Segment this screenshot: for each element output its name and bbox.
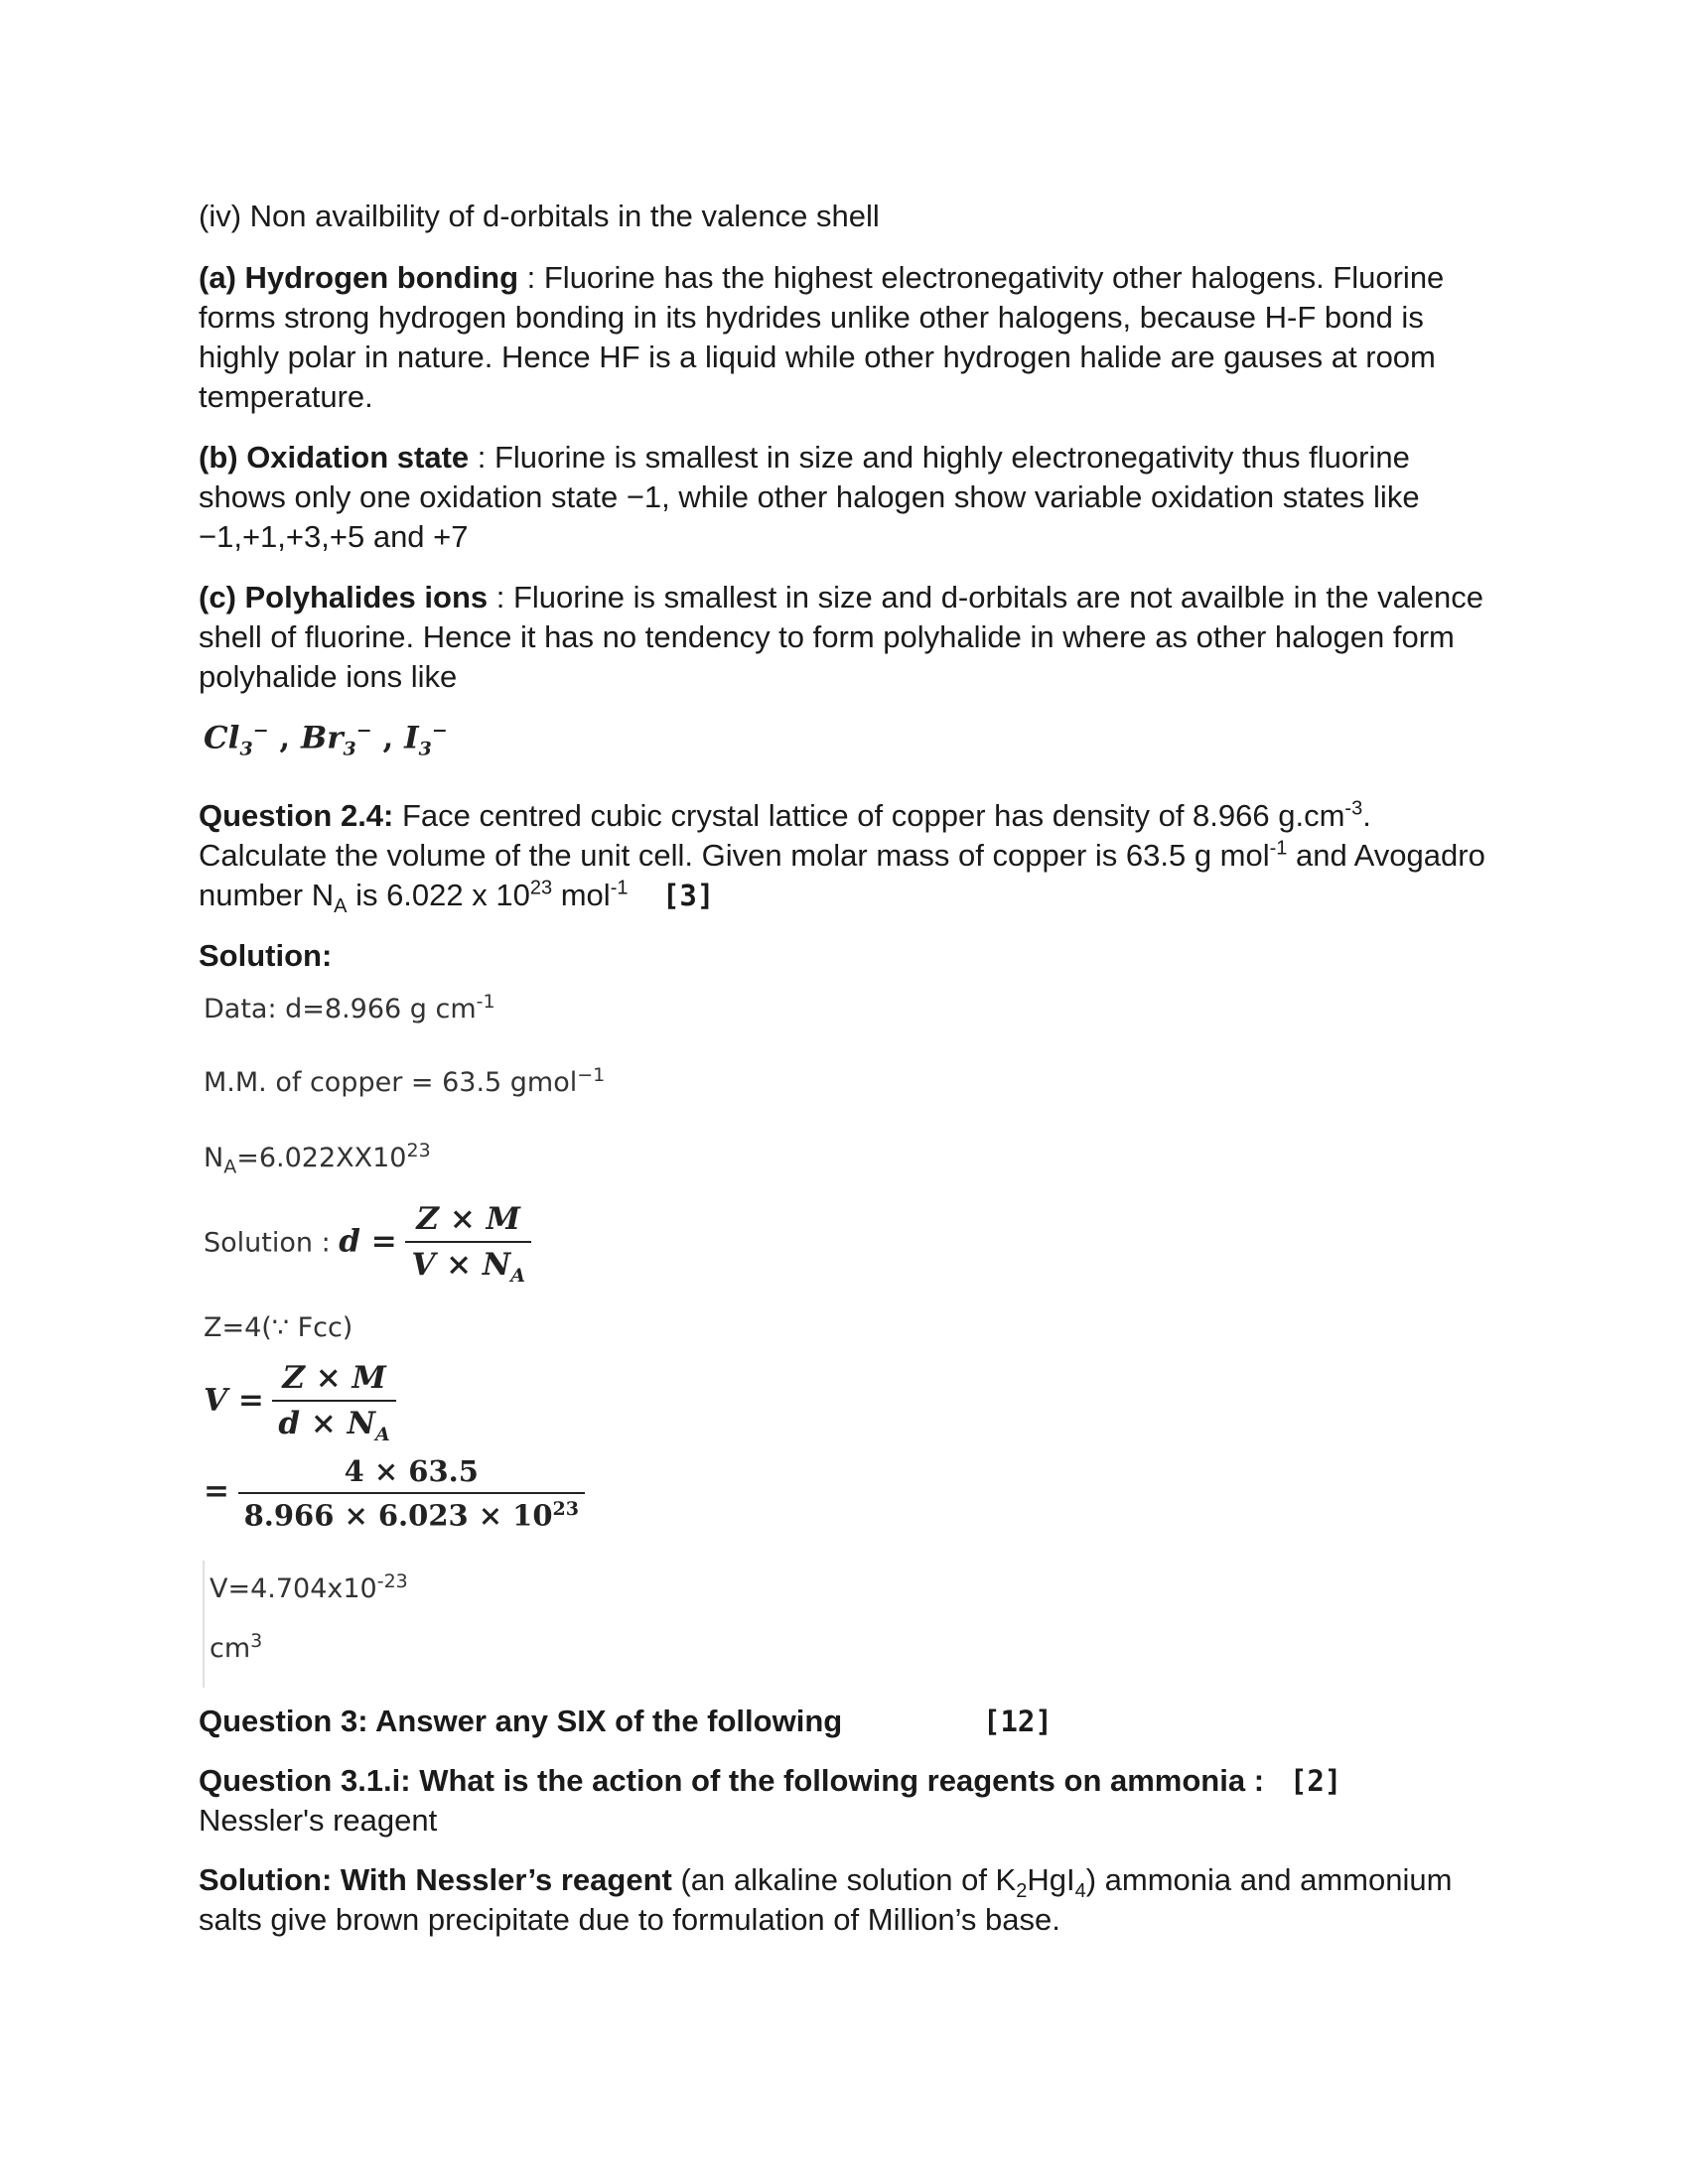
question-2-4: Question 2.4: Face centred cubic crystal lattice of copper has density of 8.966 $g.cm^{-3}$. Calculate the volume of the unit cell. Given molar mass of copper is 63.5 g mol$^{-1}$ and Avogadro number $N_A$ is 6.022 x $10^{23}$ mol$^{-1}$ [3] [199, 797, 1485, 918]
question-3-1-i-label: Question 3.1.i: What is the action of the following reagents on ammonia : [199, 1763, 1265, 1798]
question-3-marks: [12] [983, 1705, 1053, 1738]
question-2-4-marks: [3] [661, 879, 715, 912]
solution-avogadro-line: $N_A=6.022XX10^{23}$ [204, 1140, 431, 1178]
question-2-4-label: Question 2.4: [199, 798, 394, 833]
solution-volume-formula: V = $\frac{Z \times M}{d \times N_A}$ [204, 1360, 396, 1445]
text-polyhalides: : Fluorine is smallest in size and d-orbitals are not availble in the valence shell of fluorine. Hence it has no tendency to form polyhalide in where as other halogen form polyhalide ions like [199, 580, 1483, 694]
solution-3-1-i: Solution: With Nessler’s reagent (an alkaline solution of $K_2HgI_4$) ammonia and ammonium salts give brown precipitate due to formulation of Million’s base. [199, 1862, 1453, 1937]
density-fraction: $\frac{Z \times M}{V \times N_A}$ [405, 1201, 531, 1287]
solution-data-line: Data: d=8.966 g $cm^{-1}$ [204, 991, 495, 1024]
solution-unit-line: $cm^3$ [210, 1630, 263, 1664]
text-hydrogen-bonding: : Fluorine has the highest electronegativity other halogens. Fluorine forms strong hydrogen bonding in its hydrides unlike other halogens, because H-F bond is highly polar in nature. Hence HF is a liquid while other hydrogen halide are gauses at room temperature. [199, 260, 1445, 414]
question-3-1-i [199, 1761, 1489, 1841]
solution-3-1-i-label: Solution: With Nessler’s reagent [199, 1862, 672, 1897]
question-3-1-i-marks: [2] [1289, 1764, 1342, 1798]
solution-z-line: Z=4(∵ Fcc) [204, 1312, 353, 1343]
paragraph-oxidation-state [199, 438, 1489, 557]
line-iv: (iv) Non availbility of d-orbitals in the valence shell [199, 199, 880, 233]
polyhalide-ions-formula: $Cl_3^-$ , $Br_3^-$ , $I_3^-$ [204, 720, 448, 760]
question-3 [199, 1702, 1489, 1741]
paragraph-polyhalides [199, 578, 1489, 697]
heading-polyhalides: (c) Polyhalides ions [199, 580, 489, 614]
solution-2-4-label: Solution: [199, 938, 333, 973]
paragraph-hydrogen-bonding [199, 258, 1489, 417]
calculation-fraction: $\frac{4 \times 63.5}{8.966 \times 6.023 \times 10^{23}}$ [238, 1454, 585, 1533]
text-oxidation-state: : Fluorine is smallest in size and highly electronegativity thus fluorine shows only one oxidation state −1, while other halogen show variable oxidation states like −1,+1,+3,+5 and +7 [199, 440, 1420, 554]
solution-molar-mass-line: M.M. of copper = 63.5 gmol$^{-1}$ [204, 1064, 606, 1098]
question-3-label: Question 3: Answer any SIX of the following [199, 1704, 843, 1738]
solution-density-formula: Solution : d = $\frac{Z \times M}{V \times N_A}$ [204, 1201, 531, 1287]
volume-fraction: $\frac{Z \times M}{d \times N_A}$ [272, 1360, 395, 1445]
question-3-1-i-reagent: Nessler's reagent [199, 1803, 438, 1838]
heading-hydrogen-bonding: (a) Hydrogen bonding [199, 260, 519, 295]
heading-oxidation-state: (b) Oxidation state [199, 440, 470, 475]
solution-calculation: = $\frac{4 \times 63.5}{8.966 \times 6.023 \times 10^{23}}$ [204, 1454, 585, 1533]
result-left-border [203, 1561, 205, 1688]
solution-result-line: $V=4.704x10^{-23}$ [210, 1570, 408, 1604]
